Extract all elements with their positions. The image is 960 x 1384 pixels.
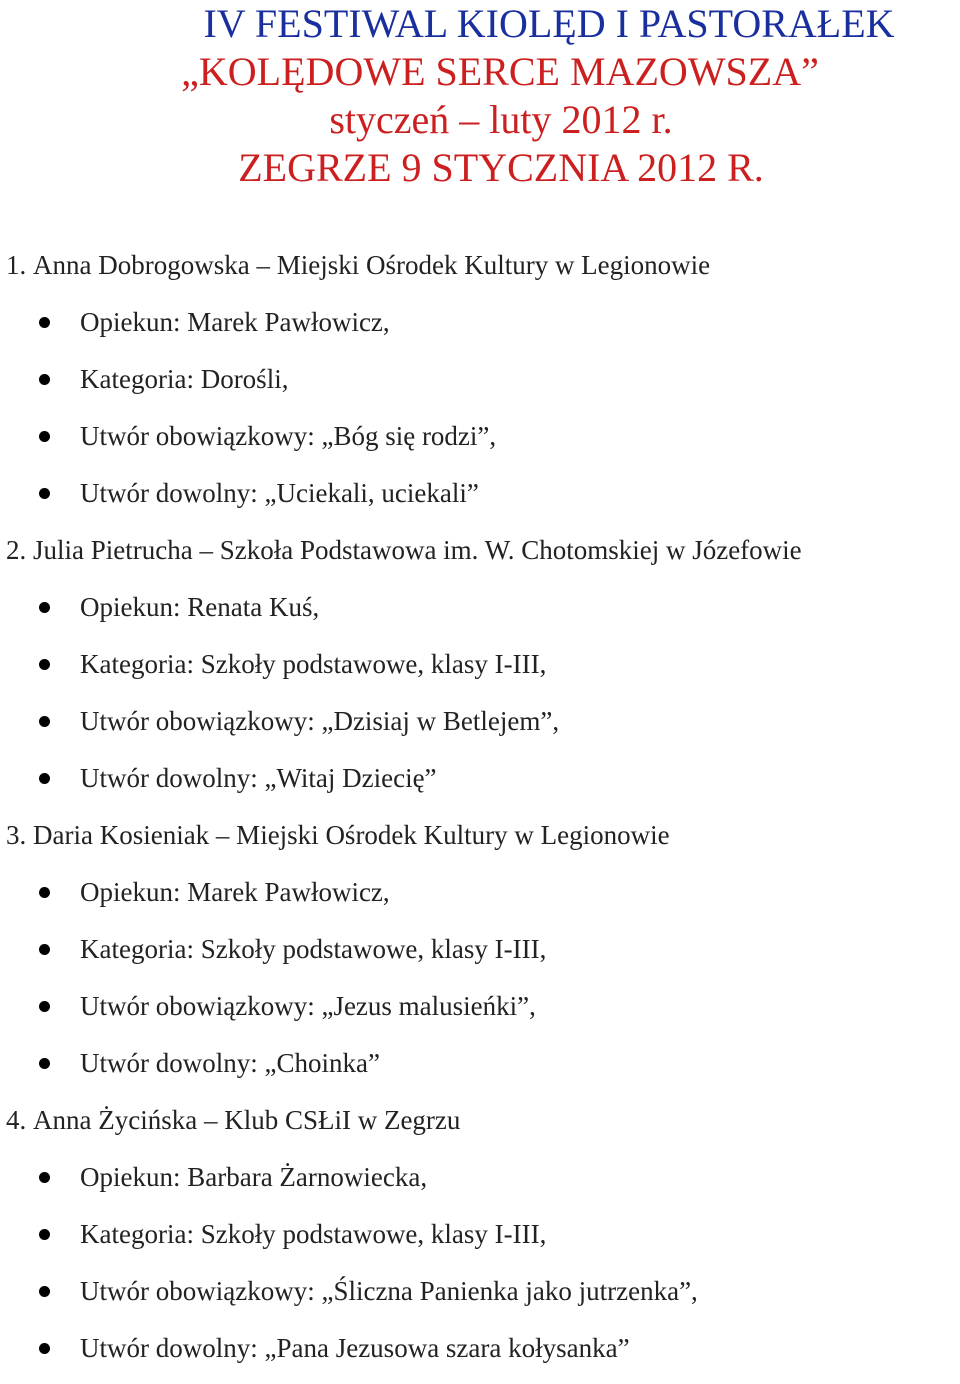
detail-item <box>0 586 960 643</box>
detail-text: Utwór obowiązkowy: „Śliczna Panienka jako jutrzenka”, <box>80 1276 698 1306</box>
detail-item <box>0 1213 960 1270</box>
participants-list <box>0 244 960 1384</box>
participant-details <box>0 301 960 529</box>
document-header <box>0 0 960 192</box>
detail-item <box>0 1042 960 1099</box>
detail-item <box>0 985 960 1042</box>
detail-text: Opiekun: Marek Pawłowicz, <box>80 307 390 337</box>
detail-item <box>0 871 960 928</box>
bullet-icon <box>39 1172 50 1183</box>
participant-number: 4. <box>6 1105 27 1135</box>
bullet-icon <box>39 716 50 727</box>
participant-entry <box>0 814 960 1099</box>
participant-entry <box>0 529 960 814</box>
detail-item <box>0 358 960 415</box>
participant-number: 2. <box>6 535 27 565</box>
detail-text: Utwór obowiązkowy: „Dzisiaj w Betlejem”, <box>80 706 560 736</box>
participant-heading <box>0 244 960 301</box>
detail-text: Utwór dowolny: „Choinka” <box>80 1048 380 1078</box>
participant-details <box>0 871 960 1099</box>
bullet-icon <box>39 431 50 442</box>
bullet-icon <box>39 1229 50 1240</box>
participant-title: Anna Życińska – Klub CSŁiI w Zegrzu <box>33 1105 461 1135</box>
bullet-icon <box>39 488 50 499</box>
participant-entry <box>0 1099 960 1384</box>
bullet-icon <box>39 1286 50 1297</box>
detail-text: Utwór obowiązkowy: „Bóg się rodzi”, <box>80 421 497 451</box>
detail-item <box>0 1327 960 1384</box>
festival-dates: styczeń – luty 2012 r. <box>329 97 673 142</box>
detail-item <box>0 643 960 700</box>
detail-item <box>0 472 960 529</box>
detail-text: Opiekun: Barbara Żarnowiecka, <box>80 1162 428 1192</box>
detail-text: Kategoria: Dorośli, <box>80 364 289 394</box>
participant-number: 1. <box>6 250 27 280</box>
detail-text: Utwór obowiązkowy: „Jezus malusieńki”, <box>80 991 536 1021</box>
detail-text: Kategoria: Szkoły podstawowe, klasy I-III, <box>80 1219 547 1249</box>
bullet-icon <box>39 659 50 670</box>
festival-title: IV FESTIWAL KIOLĘD I PASTORAŁEK <box>203 1 895 46</box>
bullet-icon <box>39 317 50 328</box>
detail-item <box>0 1270 960 1327</box>
bullet-icon <box>39 602 50 613</box>
detail-item <box>0 928 960 985</box>
participant-title: Julia Pietrucha – Szkoła Podstawowa im. W. Chotomskiej w Józefowie <box>33 535 802 565</box>
detail-text: Kategoria: Szkoły podstawowe, klasy I-III, <box>80 649 547 679</box>
bullet-icon <box>39 374 50 385</box>
participant-heading <box>0 529 960 586</box>
detail-text: Utwór dowolny: „Witaj Dziecię” <box>80 763 437 793</box>
detail-item <box>0 301 960 358</box>
participant-details <box>0 586 960 814</box>
participant-heading <box>0 814 960 871</box>
participant-details <box>0 1156 960 1384</box>
detail-text: Opiekun: Marek Pawłowicz, <box>80 877 390 907</box>
participant-heading <box>0 1099 960 1156</box>
bullet-icon <box>39 944 50 955</box>
festival-subtitle: „KOLĘDOWE SERCE MAZOWSZA” <box>181 49 819 94</box>
bullet-icon <box>39 773 50 784</box>
bullet-icon <box>39 1058 50 1069</box>
participant-entry <box>0 244 960 529</box>
detail-item <box>0 700 960 757</box>
detail-text: Kategoria: Szkoły podstawowe, klasy I-III, <box>80 934 547 964</box>
participant-number: 3. <box>6 820 27 850</box>
participant-title: Anna Dobrogowska – Miejski Ośrodek Kultury w Legionowie <box>33 250 711 280</box>
detail-item <box>0 1156 960 1213</box>
bullet-icon <box>39 887 50 898</box>
detail-text: Utwór dowolny: „Uciekali, uciekali” <box>80 478 479 508</box>
detail-item <box>0 757 960 814</box>
detail-item <box>0 415 960 472</box>
bullet-icon <box>39 1001 50 1012</box>
bullet-icon <box>39 1343 50 1354</box>
participant-title: Daria Kosieniak – Miejski Ośrodek Kultury w Legionowie <box>33 820 670 850</box>
detail-text: Opiekun: Renata Kuś, <box>80 592 320 622</box>
detail-text: Utwór dowolny: „Pana Jezusowa szara kołysanka” <box>80 1333 630 1363</box>
event-date: ZEGRZE 9 STYCZNIA 2012 R. <box>238 145 764 190</box>
